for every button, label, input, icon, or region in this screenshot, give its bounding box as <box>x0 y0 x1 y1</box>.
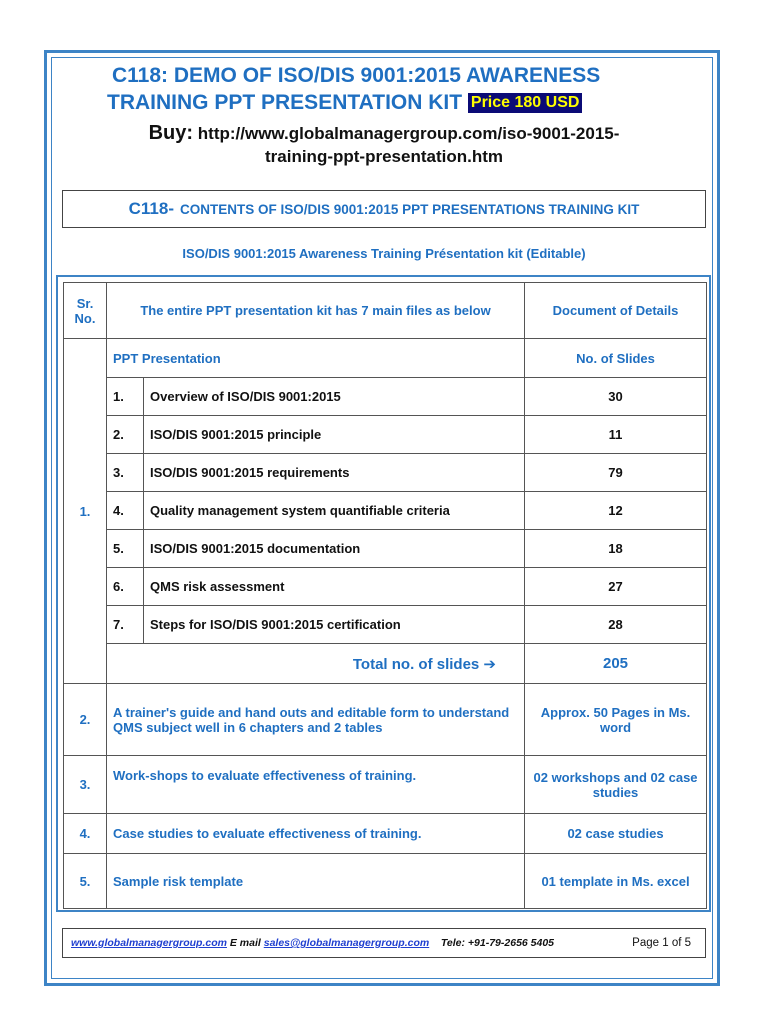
page-number: Page 1 of 5 <box>632 937 691 949</box>
table-row <box>64 814 707 854</box>
slide-item-count: 30 <box>525 378 707 416</box>
total-slides-label: Total no. of slides ➔ <box>107 644 525 684</box>
slide-item-name: ISO/DIS 9001:2015 principle <box>144 416 525 454</box>
table-row <box>64 606 707 644</box>
table-row <box>64 492 707 530</box>
slides-header: No. of Slides <box>525 339 707 378</box>
total-slides-row <box>64 644 707 684</box>
page-footer <box>62 928 706 958</box>
row-details: Approx. 50 Pages in Ms. word <box>525 684 707 756</box>
contents-title: CONTENTS OF ISO/DIS 9001:2015 PPT PRESENTATIONS TRAINING KIT <box>180 201 640 217</box>
contents-heading-box <box>62 190 706 228</box>
title-line-2-text: TRAINING PPT PRESENTATION KIT <box>107 91 463 114</box>
table-row <box>64 756 707 814</box>
footer-email-label: E mail <box>229 937 261 949</box>
title-line-2 <box>107 89 582 118</box>
slide-item-name: ISO/DIS 9001:2015 requirements <box>144 454 525 492</box>
table-row <box>64 568 707 606</box>
footer-website-link[interactable]: www.globalmanagergroup.com <box>71 937 227 949</box>
table-row <box>64 684 707 756</box>
kit-subtitle: ISO/DIS 9001:2015 Awareness Training Présentation kit (Editable) <box>182 246 586 261</box>
row-sr: 3. <box>64 756 107 814</box>
row-sr: 5. <box>64 854 107 909</box>
slide-item-name: Overview of ISO/DIS 9001:2015 <box>144 378 525 416</box>
row-details: 01 template in Ms. excel <box>525 854 707 909</box>
buy-line-1 <box>0 122 768 145</box>
row-sr: 4. <box>64 814 107 854</box>
table-row <box>64 854 707 909</box>
slide-item-name: QMS risk assessment <box>144 568 525 606</box>
table-row <box>64 378 707 416</box>
footer-telephone: Tele: +91-79-2656 5405 <box>440 937 555 949</box>
slide-item-name: Steps for ISO/DIS 9001:2015 certification <box>144 606 525 644</box>
slide-item-name: Quality management system quantifiable criteria <box>144 492 525 530</box>
slide-item-count: 18 <box>525 530 707 568</box>
slide-item-count: 79 <box>525 454 707 492</box>
header-description: The entire PPT presentation kit has 7 main files as below <box>107 283 525 339</box>
row-description: A trainer's guide and hand outs and editable form to understand QMS subject well in 6 chapters and 2 tables <box>107 684 525 756</box>
header-details: Document of Details <box>525 283 707 339</box>
header-sr-no: Sr. No. <box>64 283 107 339</box>
slide-item-number: 3. <box>107 454 144 492</box>
slide-item-count: 28 <box>525 606 707 644</box>
table-row <box>64 530 707 568</box>
row-description: Case studies to evaluate effectiveness of training. <box>107 814 525 854</box>
slide-item-number: 1. <box>107 378 144 416</box>
row-details: 02 workshops and 02 case studies <box>525 756 707 814</box>
slide-item-name: ISO/DIS 9001:2015 documentation <box>144 530 525 568</box>
total-slides-value: 205 <box>525 644 707 684</box>
slide-item-number: 4. <box>107 492 144 530</box>
contents-code: C118- <box>128 199 175 218</box>
title-line-1: C118: DEMO OF ISO/DIS 9001:2015 AWARENESS <box>112 64 601 87</box>
table-row <box>64 416 707 454</box>
footer-email-link[interactable]: sales@globalmanagergroup.com <box>263 937 430 949</box>
row-sr: 2. <box>64 684 107 756</box>
contents-table <box>63 282 707 909</box>
ppt-presentation-label: PPT Presentation <box>107 339 525 378</box>
slide-item-count: 27 <box>525 568 707 606</box>
row-description: Work-shops to evaluate effectiveness of training. <box>107 756 525 814</box>
buy-url-part-2[interactable]: training-ppt-presentation.htm <box>265 147 503 166</box>
price-badge: Price 180 USD <box>468 93 583 113</box>
slide-item-number: 2. <box>107 416 144 454</box>
row-details: 02 case studies <box>525 814 707 854</box>
table-header-row <box>64 283 707 339</box>
ppt-presentation-row <box>64 339 707 378</box>
section-1-sr: 1. <box>64 339 107 684</box>
table-row <box>64 454 707 492</box>
buy-url-part-1[interactable]: http://www.globalmanagergroup.com/iso-9001-2015- <box>197 124 620 143</box>
slide-item-count: 11 <box>525 416 707 454</box>
slide-item-number: 5. <box>107 530 144 568</box>
slide-item-number: 7. <box>107 606 144 644</box>
slide-item-number: 6. <box>107 568 144 606</box>
slide-item-count: 12 <box>525 492 707 530</box>
buy-label: Buy: <box>148 122 194 144</box>
buy-section <box>0 122 768 168</box>
footer-contact <box>71 937 554 949</box>
row-description: Sample risk template <box>107 854 525 909</box>
